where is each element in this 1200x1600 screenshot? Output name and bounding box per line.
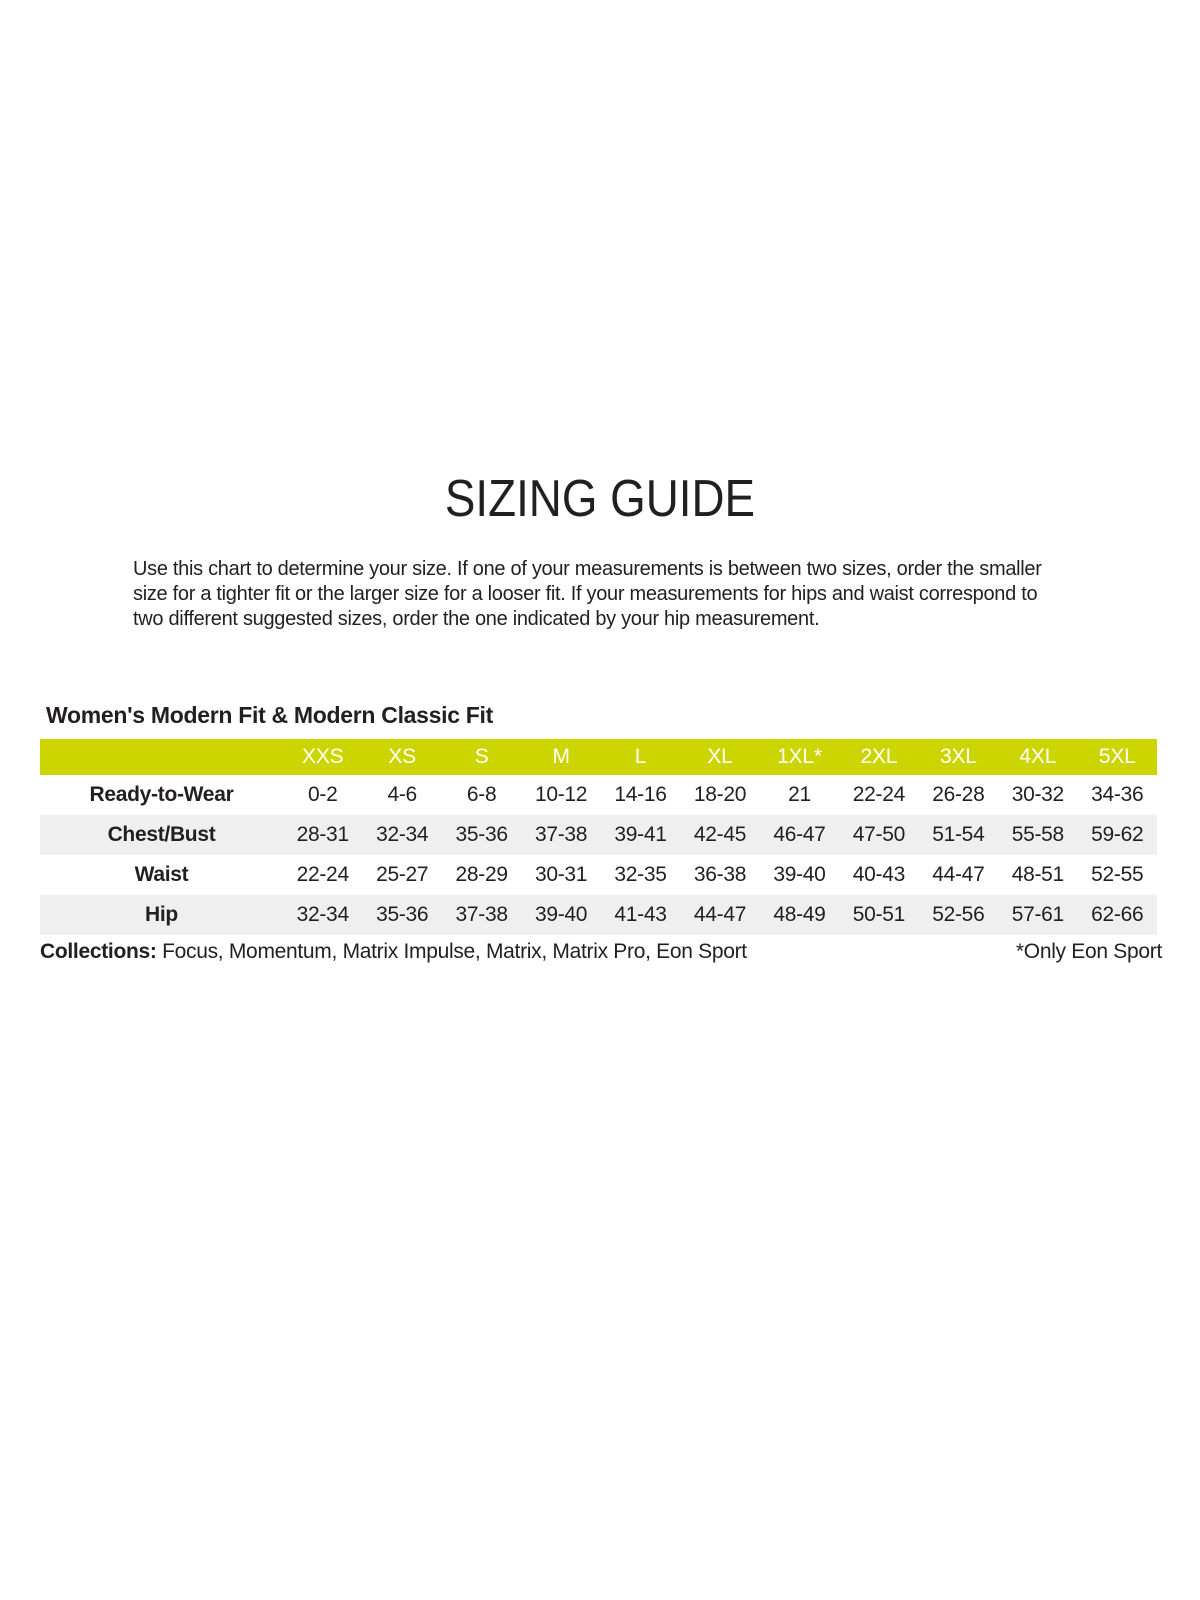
size-cell: 40-43 [852,863,905,886]
intro-line: two different suggested sizes, order the one indicated by your hip measurement. [133,608,820,630]
collections-label: Collections: [40,940,157,963]
size-cell: 39-40 [773,863,826,886]
section-title: Women's Modern Fit & Modern Classic Fit [46,702,493,728]
size-cell: 59-62 [1091,823,1144,846]
size-cell: 46-47 [773,823,826,846]
size-cell: 52-56 [932,903,985,926]
size-cell: 48-51 [1011,863,1064,886]
collections-note [40,940,747,964]
size-cell: 48-49 [773,903,826,926]
size-cell: 18-20 [693,783,747,806]
size-cell: 55-58 [1011,823,1064,846]
size-column-header: L [601,739,680,775]
size-column-header: M [521,739,600,775]
size-row-label: Waist [134,863,189,886]
size-row-label: Chest/Bust [107,823,216,846]
size-cell: 41-43 [614,903,667,926]
size-column-header: XXS [283,739,362,775]
size-cell: 52-55 [1091,863,1144,886]
size-table [40,739,1157,935]
size-cell: 36-38 [693,863,747,886]
size-cell: 21 [788,783,811,806]
size-cell: 62-66 [1091,903,1144,926]
size-cell: 0-2 [308,783,338,806]
size-row [40,815,1157,855]
size-corner-header [40,739,283,775]
size-cell: 44-47 [693,903,747,926]
size-cell: 32-34 [296,903,349,926]
size-cell: 26-28 [932,783,985,806]
size-cell: 28-31 [296,823,349,846]
size-column-header: 5XL [1078,739,1157,775]
size-cell: 37-38 [455,903,508,926]
size-column-header: S [442,739,521,775]
size-cell: 50-51 [852,903,905,926]
size-cell: 30-32 [1011,783,1064,806]
size-cell: 10-12 [534,783,588,806]
size-cell: 44-47 [932,863,985,886]
size-cell: 35-36 [376,903,429,926]
size-column-header: 1XL* [760,739,839,775]
size-column-header: XS [362,739,441,775]
size-row-label: Ready-to-Wear [89,783,234,806]
size-column-header: XL [680,739,759,775]
footnote-asterisk: *Only Eon Sport [1015,940,1162,963]
size-column-header: 4XL [998,739,1077,775]
size-cell: 47-50 [852,823,905,846]
size-row [40,895,1157,935]
size-cell: 51-54 [932,823,985,846]
size-cell: 4-6 [387,783,417,806]
size-cell: 32-34 [376,823,429,846]
size-table-container [40,739,1157,935]
size-row [40,855,1157,895]
size-cell: 14-16 [614,783,667,806]
size-cell: 32-35 [614,863,667,886]
size-cell: 22-24 [852,783,905,806]
intro-line: size for a tighter fit or the larger size for a looser fit. If your measurements for hips and waist correspond to [133,583,1038,605]
collections-value: Focus, Momentum, Matrix Impulse, Matrix, Matrix Pro, Eon Sport [156,940,747,963]
size-cell: 22-24 [296,863,349,886]
size-cell: 25-27 [376,863,429,886]
size-cell: 34-36 [1091,783,1144,806]
size-cell: 39-41 [614,823,667,846]
size-row-label: Hip [145,903,178,926]
size-column-header: 3XL [919,739,998,775]
intro-line: Use this chart to determine your size. If one of your measurements is between two sizes, order the smaller [133,558,1042,580]
size-cell: 42-45 [693,823,747,846]
size-cell: 39-40 [534,903,588,926]
size-table-header-row [40,739,1157,775]
size-cell: 35-36 [455,823,508,846]
size-cell: 57-61 [1011,903,1064,926]
size-row [40,775,1157,815]
size-cell: 30-31 [534,863,588,886]
page-title: SIZING GUIDE [444,470,756,528]
size-cell: 28-29 [455,863,508,886]
size-column-header: 2XL [839,739,918,775]
table-footnotes [40,940,1162,964]
intro-paragraph [133,557,1073,632]
size-cell: 37-38 [534,823,588,846]
size-cell: 6-8 [466,783,497,806]
